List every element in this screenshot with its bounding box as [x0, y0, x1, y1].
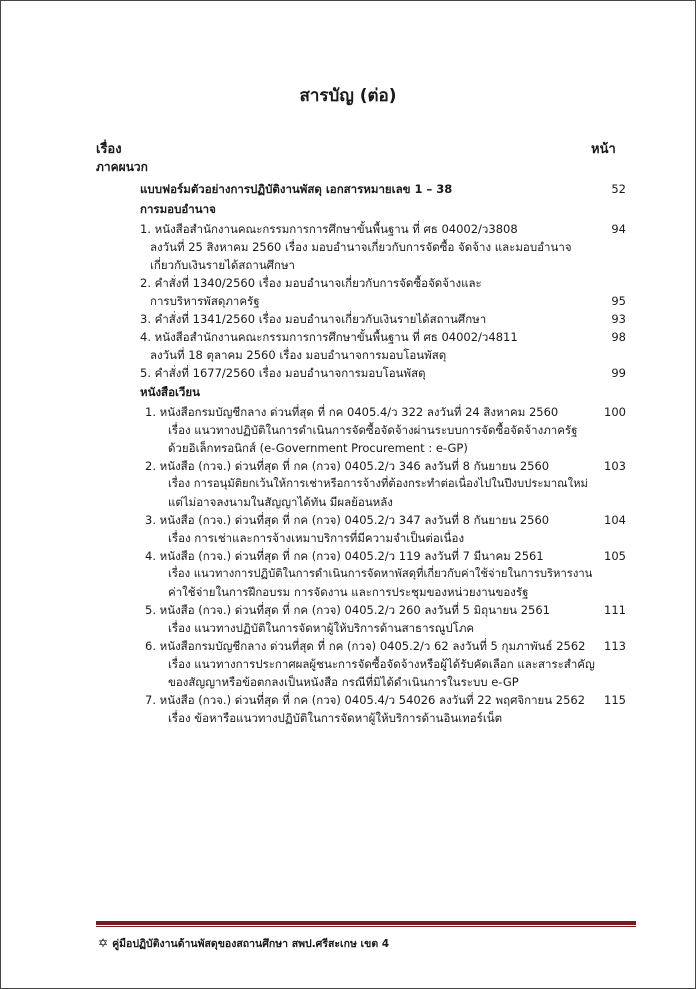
toc-entry-text: แบบฟอร์มตัวอย่างการปฏิบัติงานพัสดุ เอกสารหมายเลข 1 – 38 — [140, 182, 453, 196]
toc-entry-page: 52 — [611, 182, 626, 196]
footer-rule — [96, 921, 636, 925]
toc-entry-text: 2. คำสั่งที่ 1340/2560 เรื่อง มอบอำนาจเกี่ยวกับการจัดซื้อจัดจ้างและ — [140, 276, 482, 290]
toc-entry-page: 94 — [611, 222, 626, 236]
toc-entry-text: หนังสือเวียน — [140, 385, 200, 399]
toc-entry-page: 100 — [604, 405, 626, 419]
toc-entry-page: 115 — [604, 693, 626, 707]
toc-entry-page: 98 — [611, 330, 626, 344]
toc-entry-text: 1. หนังสือกรมบัญชีกลาง ด่วนที่สุด ที่ กค 0405.4/ว 322 ลงวันที่ 24 สิงหาคม 2560 — [145, 405, 559, 419]
toc-entry-text: การบริหารพัสดุภาครัฐ — [150, 294, 260, 308]
toc-entry-text: เรื่อง การอนุมัติยกเว้นให้การเช่าหรือการจ้างที่ต้องกระทำต่อเนื่องไปในปีงบประมาณใหม่ — [168, 477, 588, 490]
toc-entry-page: 113 — [604, 639, 626, 653]
toc-entry-text: ของสัญญาหรือข้อตกลงเป็นหนังสือ กรณีที่มิได้ดำเนินการในระบบ e-GP — [168, 675, 519, 689]
toc-entry-page: 95 — [611, 294, 626, 308]
toc-entry-text: 4. หนังสือ (กวจ.) ด่วนที่สุด ที่ กค (กวจ) 0405.2/ว 119 ลงวันที่ 7 มีนาคม 2561 — [145, 549, 544, 563]
toc-entry-page: 99 — [611, 366, 626, 380]
star-icon: ✡ — [98, 936, 109, 950]
toc-entry-page: 103 — [604, 459, 626, 473]
toc-entry-text: 2. หนังสือ (กวจ.) ด่วนที่สุด ที่ กค (กวจ) 0405.2/ว 346 ลงวันที่ 8 กันยายน 2560 — [145, 459, 550, 473]
toc-entry-text: 3. หนังสือ (กวจ.) ด่วนที่สุด ที่ กค (กวจ) 0405.2/ว 347 ลงวันที่ 8 กันยายน 2560 — [145, 513, 550, 527]
toc-entry-text: เรื่อง ข้อหารือแนวทางปฏิบัติในการจัดหาผู้ให้บริการด้านอินเทอร์เน็ต — [168, 711, 503, 725]
footer — [98, 935, 389, 952]
toc-entry-text: การมอบอำนาจ — [140, 202, 216, 216]
toc-entry-text: แต่ไม่อาจลงนามในสัญญาได้ทัน มีผลย้อนหลัง — [168, 495, 393, 509]
toc-entry-page: 93 — [611, 312, 626, 326]
toc-entry-text: 4. หนังสือสำนักงานคณะกรรมการการศึกษาขั้นพื้นฐาน ที่ ศธ 04002/ว4811 — [140, 330, 518, 344]
toc-entry-text: ด้วยอิเล็กทรอนิกส์ (e-Government Procurement : e-GP) — [168, 441, 468, 455]
toc-entry-text: เรื่อง การเช่าและการจ้างเหมาบริการที่มีความจำเป็นต่อเนื่อง — [168, 531, 465, 545]
toc-entry-page: 104 — [604, 513, 626, 527]
toc-entry-text: 5. คำสั่งที่ 1677/2560 เรื่อง มอบอำนาจการมอบโอนพัสดุ — [140, 366, 426, 380]
column-header-page: หน้า — [591, 142, 616, 157]
footer-rule-thin — [96, 926, 636, 927]
toc-entry-text: 5. หนังสือ (กวจ.) ด่วนที่สุด ที่ กค (กวจ) 0405.2/ว 260 ลงวันที่ 5 มิถุนายน 2561 — [145, 603, 550, 617]
toc-entry-text: 1. หนังสือสำนักงานคณะกรรมการการศึกษาขั้นพื้นฐาน ที่ ศธ 04002/ว3808 — [140, 222, 518, 236]
toc-entry-text: 3. คำสั่งที่ 1341/2560 เรื่อง มอบอำนาจเกี่ยวกับเงินรายได้สถานศึกษา — [140, 312, 487, 326]
section-appendix: ภาคผนวก — [96, 160, 148, 174]
toc-entry-text: เรื่อง แนวทางการประกาศผลผู้ชนะการจัดซื้อจัดจ้างหรือผู้ได้รับคัดเลือก และสาระสำคัญ — [168, 657, 595, 671]
toc-entry-text: ค่าใช้จ่ายในการฝึกอบรม การจัดงาน และการประชุมของหน่วยงานของรัฐ — [168, 585, 529, 599]
toc-entry-page: 105 — [604, 549, 626, 563]
toc-entry-text: เรื่อง แนวทางการปฏิบัติในการดำเนินการจัดหาพัสดุที่เกี่ยวกับค่าใช้จ่ายในการบริหารงาน — [168, 567, 593, 580]
toc-entry-text: เรื่อง แนวทางปฏิบัติในการจัดหาผู้ให้บริการด้านสาธารณูปโภค — [168, 621, 475, 635]
page-title: สารบัญ (ต่อ) — [299, 86, 397, 106]
column-header-topic: เรื่อง — [96, 142, 122, 157]
footer-text: คู่มือปฏิบัติงานด้านพัสดุของสถานศึกษา สพป.ศรีสะเกษ เขต 4 — [112, 938, 390, 950]
toc-entry-text: 6. หนังสือกรมบัญชีกลาง ด่วนที่สุด ที่ กค (กวจ) 0405.2/ว 62 ลงวันที่ 5 กุมภาพันธ์ 2562 — [145, 639, 586, 653]
toc-entry-text: ลงวันที่ 25 สิงหาคม 2560 เรื่อง มอบอำนาจเกี่ยวกับการจัดซื้อ จัดจ้าง และมอบอำนาจ — [150, 240, 572, 254]
toc-entry-text: ลงวันที่ 18 ตุลาคม 2560 เรื่อง มอบอำนาจการมอบโอนพัสดุ — [150, 348, 447, 362]
toc-entry-text: เรื่อง แนวทางปฏิบัติในการดำเนินการจัดซื้อจัดจ้างผ่านระบบการจัดซื้อจัดจ้างภาครัฐ — [168, 423, 578, 437]
toc-entry-page: 111 — [604, 603, 626, 617]
toc-entry-text: เกี่ยวกับเงินรายได้สถานศึกษา — [150, 258, 295, 272]
toc-entry-text: 7. หนังสือ (กวจ.) ด่วนที่สุด ที่ กค (กวจ) 0405.4/ว 54026 ลงวันที่ 22 พฤศจิกายน 2562 — [145, 693, 586, 707]
